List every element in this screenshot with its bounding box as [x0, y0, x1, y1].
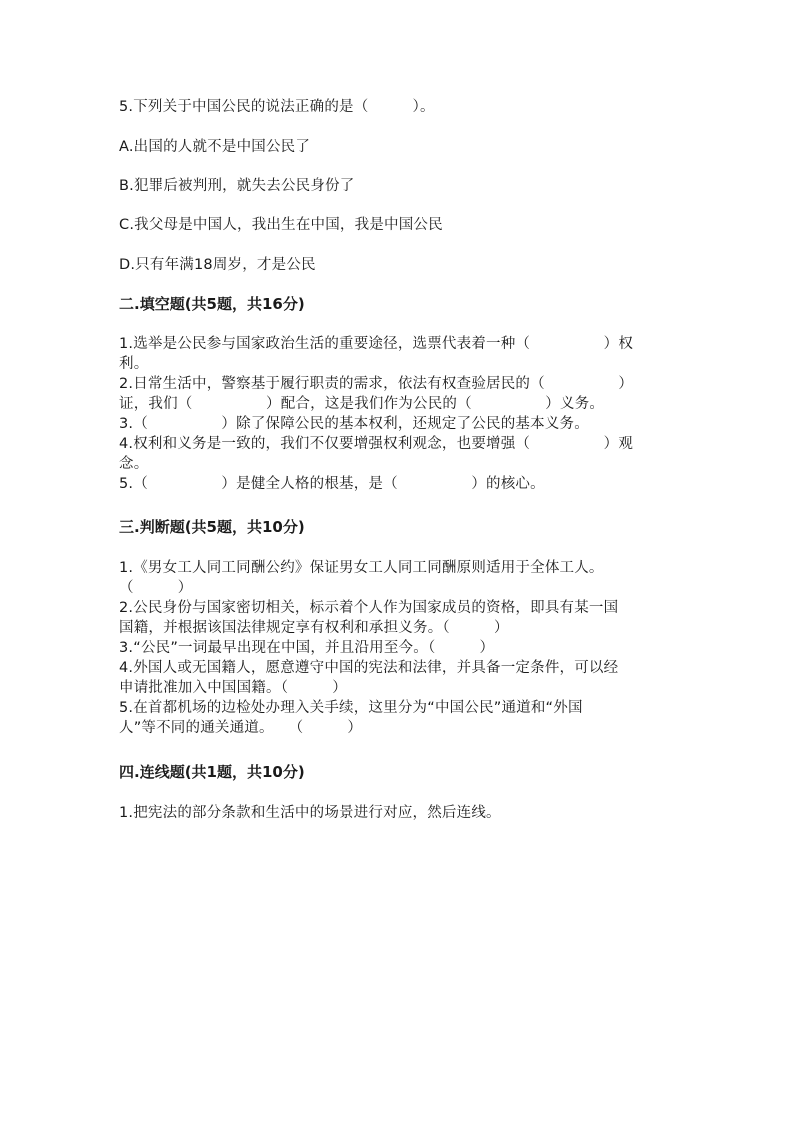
text-line: 5.（ ）是健全人格的根基，是（ ）的核心。 — [119, 476, 545, 492]
text-line: 2.日常生活中，警察基于履行职责的需求，依法有权查验居民的（ ） — [119, 376, 634, 392]
text-line: 4.外国人或无国籍人，愿意遵守中国的宪法和法律，并具备一定条件，可以经 — [119, 660, 619, 676]
text-line: 国籍，并根据该国法律规定享有权利和承担义务。（ ） — [119, 620, 509, 636]
section-fill-blank-heading — [119, 294, 679, 314]
text-line: 人”等不同的通关通道。 （ ） — [119, 720, 363, 736]
section-title: 四.连线题(共1题，共10分) — [119, 763, 305, 781]
text-line: 2.公民身份与国家密切相关，标示着个人作为国家成员的资格，即具有某一国 — [119, 600, 619, 616]
text-line: 1.选举是公民参与国家政治生活的重要途径，选票代表着一种（ ）权 — [119, 336, 634, 352]
text-line: 1.《男女工人同工同酬公约》保证男女工人同工同酬原则适用于全体工人。 — [119, 560, 604, 576]
option-text: D.只有年满18周岁，才是公民 — [119, 257, 316, 273]
section-matching-body — [119, 803, 679, 823]
section-fill-blank-body — [119, 334, 679, 494]
section-title: 二.填空题(共5题，共16分) — [119, 295, 305, 313]
section-judgement-body — [119, 558, 679, 738]
option-text: C.我父母是中国人，我出生在中国，我是中国公民 — [119, 217, 443, 233]
question-5 — [119, 97, 679, 117]
section-judgement-heading — [119, 517, 679, 537]
text-line: 5.在首都机场的边检处办理入关手续，这里分为“中国公民”通道和“外国 — [119, 700, 583, 716]
text-line: 3.“公民”一词最早出现在中国，并且沿用至今。（ ） — [119, 640, 495, 656]
text-line: 4.权利和义务是一致的，我们不仅要增强权利观念，也要增强（ ）观 — [119, 436, 634, 452]
text-line: 申请批准加入中国国籍。（ ） — [119, 680, 347, 696]
text-line: 利。 — [119, 356, 149, 372]
text-line: 3.（ ）除了保障公民的基本权利，还规定了公民的基本义务。 — [119, 416, 589, 432]
text-line: 1.把宪法的部分条款和生活中的场景进行对应，然后连线。 — [119, 805, 501, 821]
option-c — [119, 215, 679, 235]
text-line: （ ） — [119, 580, 193, 596]
text-line: 证，我们（ ）配合，这是我们作为公民的（ ）义务。 — [119, 396, 605, 412]
option-text: A.出国的人就不是中国公民了 — [119, 139, 311, 155]
section-title: 三.判断题(共5题，共10分) — [119, 518, 305, 536]
option-text: B.犯罪后被判刑，就失去公民身份了 — [119, 178, 355, 194]
option-a — [119, 137, 679, 157]
option-b — [119, 176, 679, 196]
option-d — [119, 255, 679, 275]
section-matching-heading — [119, 762, 679, 782]
text-line: 念。 — [119, 456, 149, 472]
question-stem: 5.下列关于中国公民的说法正确的是（ ）。 — [119, 99, 435, 115]
